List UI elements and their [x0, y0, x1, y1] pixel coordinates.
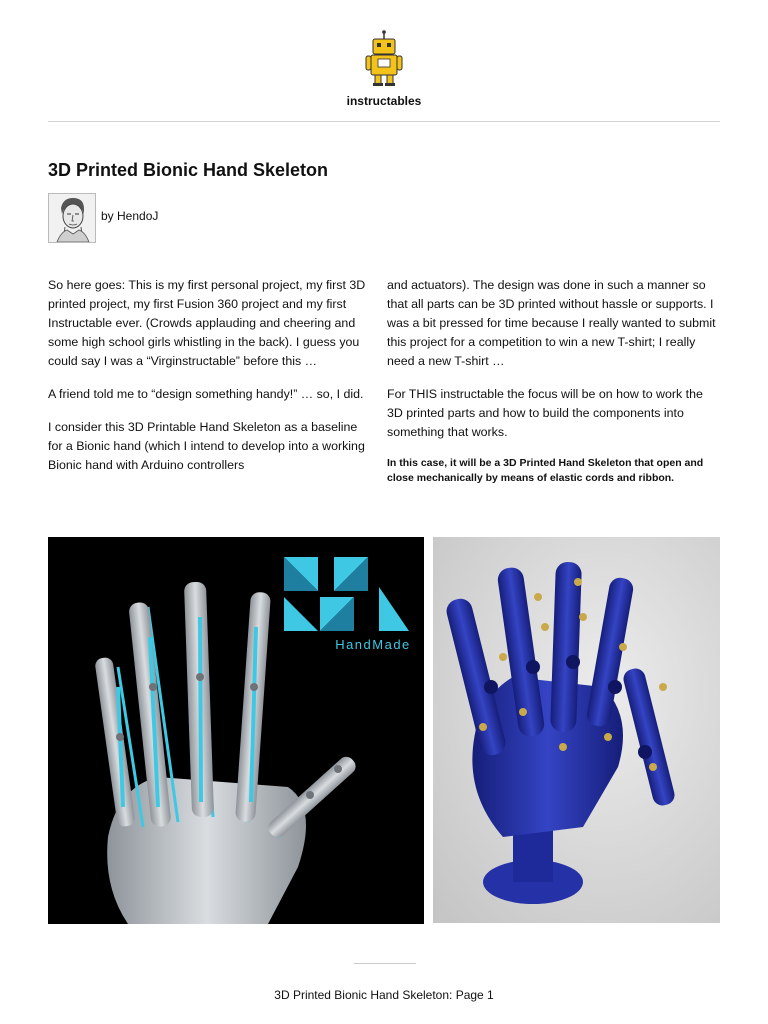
paragraph: I consider this 3D Printable Hand Skeleton as a baseline for a Bionic hand (which I intend to develop into a working Bionic hand with Arduino controllers	[48, 420, 365, 472]
page-footer: 3D Printed Bionic Hand Skeleton: Page 1	[274, 988, 494, 1002]
author-avatar[interactable]	[48, 193, 96, 243]
blue-hand-render-image[interactable]	[433, 537, 720, 923]
paragraph: A friend told me to “design something handy!” … so, I did.	[48, 387, 364, 401]
body-left-column	[48, 276, 370, 489]
paragraph: So here goes: This is my first personal project, my first 3D printed project, my first Fusion 360 project and my first Instructable ever. (Crowds applauding and cheering and some high school girls whistling in the back). I guess you could say I was a “Virginstructable” before this …	[48, 278, 366, 368]
hand-skeleton-render-image[interactable]	[48, 537, 424, 924]
bold-note: In this case, it will be a 3D Printed Hand Skeleton that open and close mechanically by means of elastic cords and ribbon.	[387, 457, 704, 484]
paragraph: For THIS instructable the focus will be on how to work the 3D printed parts and how to build the components into something that works.	[387, 387, 703, 439]
handmade-logo-text: HandMade	[335, 637, 411, 652]
page-title: 3D Printed Bionic Hand Skeleton	[48, 160, 329, 180]
paragraph: and actuators). The design was done in such a manner so that all parts can be 3D printed without hassle or supports. I was a bit pressed for time because I really wanted to submit this project for a competition to win a new T-shirt; I really need a new T-shirt …	[387, 278, 716, 368]
site-header	[0, 30, 768, 88]
avatar-sketch	[49, 194, 95, 242]
hand-skeleton-illustration	[48, 537, 424, 924]
instructables-robot-icon[interactable]	[364, 30, 404, 88]
blue-hand-illustration	[433, 537, 720, 923]
brand-name[interactable]: instructables	[346, 94, 422, 108]
footer-divider	[354, 963, 416, 964]
header-divider	[48, 121, 720, 122]
body-right-column	[387, 276, 720, 500]
author-byline[interactable]: by HendoJ	[101, 209, 159, 223]
